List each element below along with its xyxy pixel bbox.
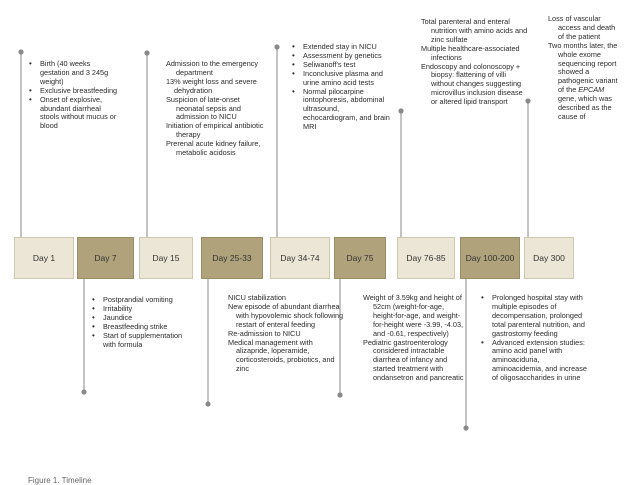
stem-day-34-74-dot xyxy=(274,44,279,49)
event-item: • Jaundice xyxy=(91,314,183,323)
event-item: • Irritability xyxy=(91,305,183,314)
event-item: • Start of supplementation with formula xyxy=(91,332,183,350)
stem-day-15-dot xyxy=(144,50,149,55)
event-item: Multiple healthcare-associated infections xyxy=(421,43,520,62)
day-box-75 xyxy=(334,237,386,279)
stem-day-1-dot xyxy=(18,49,23,54)
stem-day-100-200-dot xyxy=(463,425,468,430)
event-item: Loss of vascular access and death of the patient xyxy=(548,14,616,41)
day-label-1: Day 1 xyxy=(32,253,56,263)
events-day-300 xyxy=(548,15,622,122)
event-item: • Birth (40 weeks gestation and 3 245g weight) xyxy=(28,60,120,87)
event-item: • Prolonged hospital stay with multiple episodes of decompensation, prolonged total parenteral nutrition, and gastrostomy feeding xyxy=(480,294,592,339)
event-item: Endoscopy and colonoscopy + biopsy: flattening of villi without changes suggesting microvillus inclusion disease or altered lipid transport xyxy=(421,61,523,107)
gene-name: EPCAM xyxy=(578,85,605,95)
event-item: 13% weight loss and severe dehydration xyxy=(166,76,257,95)
events-day-34-74 xyxy=(291,43,393,132)
day-label-15: Day 15 xyxy=(152,253,180,263)
exome-report-text: Two months later, the whole exome sequencing report showed a pathogenic variant of the xyxy=(548,40,618,95)
event-item: Re-admission to NICU xyxy=(228,328,301,338)
event-item: • Inconclusive plasma and urine amino acid tests xyxy=(291,70,393,88)
event-item: Prerenal acute kidney failure, metabolic acidosis xyxy=(166,139,261,158)
events-day-75 xyxy=(363,294,467,383)
event-item: • Assessment by genetics xyxy=(291,52,393,61)
day-label-300: Day 300 xyxy=(533,253,565,263)
event-item: • Postprandial vomiting xyxy=(91,296,183,305)
event-item: • Extended stay in NICU xyxy=(291,43,393,52)
events-day-76-85 xyxy=(421,18,529,107)
event-item: • Exclusive breastfeeding xyxy=(28,87,120,96)
event-item: • Normal pilocarpine iontophoresis, abdominal ultrasound, echocardiogram, and brain MRI xyxy=(291,88,393,133)
day-label-75: Day 75 xyxy=(346,253,374,263)
stem-day-76-85-dot xyxy=(398,108,403,113)
day-box-100-200 xyxy=(460,237,520,279)
stem-day-7-dot xyxy=(81,389,86,394)
events-day-7 xyxy=(91,296,183,349)
day-box-76-85 xyxy=(397,237,455,279)
event-item: Total parenteral and enteral nutrition with amino acids and zinc sulfate xyxy=(421,17,528,44)
day-box-15 xyxy=(139,237,193,279)
event-item: Suspicion of late-onset neonatal sepsis and admission to NICU xyxy=(166,94,241,122)
event-item: • Seliwanoff's test xyxy=(291,61,393,70)
day-label-76-85: Day 76-85 xyxy=(406,253,446,263)
events-day-1 xyxy=(28,60,120,131)
day-box-34-74 xyxy=(270,237,330,279)
event-item: New episode of abundant diarrhea with hypovolemic shock following restart of enteral feeding xyxy=(228,301,344,329)
day-box-25-33 xyxy=(201,237,263,279)
events-day-15 xyxy=(166,60,266,158)
events-day-25-33 xyxy=(228,294,346,374)
event-item: Medical management with alizapride, loperamide, corticosteroids, probiotics, and zinc xyxy=(228,337,335,374)
event-item: Initiation of empirical antibiotic therapy xyxy=(166,121,264,140)
stem-day-25-33-dot xyxy=(205,401,210,406)
day-label-100-200: Day 100-200 xyxy=(465,253,515,263)
day-box-1 xyxy=(14,237,74,279)
event-item: • Breastfeeding strike xyxy=(91,323,183,332)
stem-day-75-dot xyxy=(337,392,342,397)
events-day-100-200 xyxy=(480,294,592,383)
day-box-7 xyxy=(77,237,134,279)
day-label-34-74: Day 34-74 xyxy=(280,253,320,263)
event-item: • Onset of explosive, abundant diarrheal stools without mucus or blood xyxy=(28,96,120,132)
figure-caption: Figure 1. Timeline xyxy=(28,476,92,485)
exome-report-text-end: gene, which was described as the cause of xyxy=(558,94,612,121)
event-item xyxy=(548,42,622,122)
day-label-25-33: Day 25-33 xyxy=(212,253,252,263)
day-box-300 xyxy=(524,237,574,279)
day-label-7: Day 7 xyxy=(94,253,117,263)
event-item: • Advanced extension studies: amino acid panel with aminoaciduria, aminoacidemia, and increase of oligosaccharides in urine xyxy=(480,339,592,384)
event-item: Weight of 3.59kg and height of 52cm (weight-for-age, height-for-age, and weight-for-height were -3.99, -4.03, and -0.61, respectively) xyxy=(363,293,464,338)
event-item: NICU stabilization xyxy=(228,293,286,302)
event-item: Admission to the emergency department xyxy=(166,59,259,77)
event-item: Pediatric gastroenterology considered intractable diarrhea of infancy and started treatment with ondansetron and pancreatic xyxy=(363,337,464,383)
